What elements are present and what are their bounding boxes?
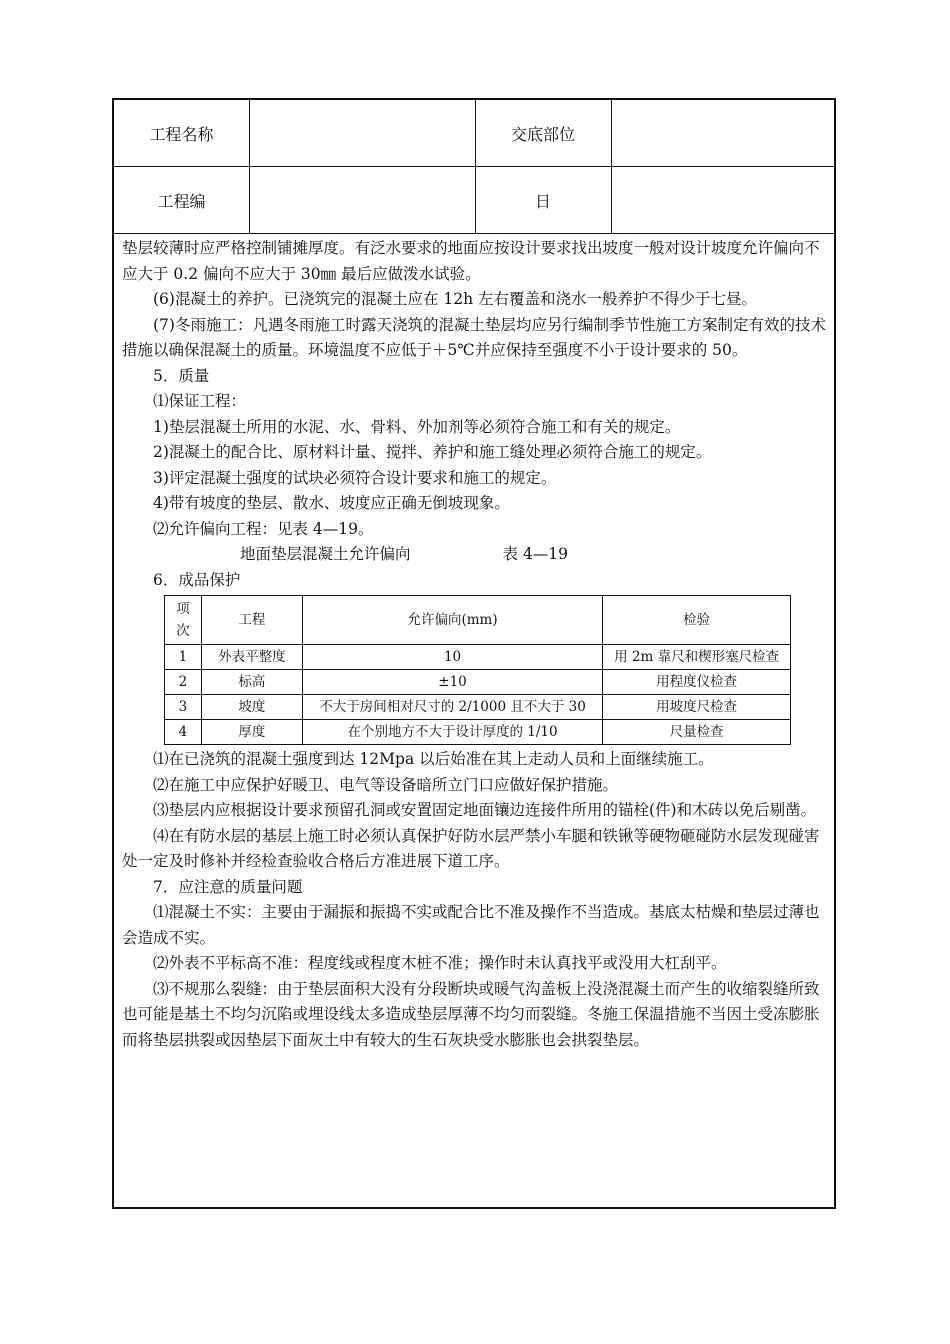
table-cell: 1 xyxy=(165,645,202,670)
paragraph: ⑴保证工程： xyxy=(153,392,247,410)
section-title: 5．质量 xyxy=(153,366,210,385)
table-header-cell: 工程 xyxy=(201,596,302,645)
project-name-label: 工程名称 xyxy=(149,124,214,144)
table-row xyxy=(165,645,791,670)
list-item: 2)混凝土的配合比、原材料计量、搅拌、养护和施工缝处理必须符合施工的规定。 xyxy=(153,443,712,461)
header-row-2 xyxy=(114,167,834,234)
disclosure-part-label: 交底部位 xyxy=(510,124,575,144)
list-item: 3)评定混凝土强度的试块必须符合设计要求和施工的规定。 xyxy=(153,468,557,487)
section-title: 7．应注意的质量问题 xyxy=(153,877,303,896)
paragraph: 垫层较薄时应严格控制铺摊厚度。有泛水要求的地面应按设计要求找出坡度一般对设计坡度允许偏向不应大于 0.2 偏向不应大于 30㎜ 最后应做泼水试验。 xyxy=(122,239,820,283)
paragraph: ⑶不规那么裂缝：由于垫层面积大没有分段断块或暖气沟盖板上没浇混凝土而产生的收缩裂缝所致也可能是基土不均匀沉陷或埋设线太多造成垫层厚薄不均匀而裂缝。冬施工保温措施不当因土受冻膨胀而将垫层拱裂或因垫层下面灰土中有较大的生石灰块受水膨胀也会拱裂垫层。 xyxy=(122,979,820,1049)
paragraph: ⑴在已浇筑的混凝土强度到达 12Mpa 以后始准在其上走动人员和上面继续施工。 xyxy=(153,750,714,768)
table-caption-text: 地面垫层混凝土允许偏向 xyxy=(240,545,411,563)
table-cell: 不大于房间相对尺寸的 2/1000 且不大于 30 xyxy=(302,695,603,720)
paragraph: ⑷在有防水层的基层上施工时必须认真保护好防水层严禁小车腿和铁锹等硬物砸碰防水层发现碰害处一定及时修补并经检查验收合格后方准进展下道工序。 xyxy=(122,826,820,870)
list-item: 4)带有坡度的垫层、散水、坡度应正确无倒坡现象。 xyxy=(153,494,510,512)
section-title: 6．成品保护 xyxy=(153,570,241,589)
paragraph: ⑴混凝土不实：主要由于漏振和振捣不实或配合比不准及操作不当造成。基底太枯燥和垫层过薄也会造成不实。 xyxy=(122,903,820,947)
table-cell: 用坡度尺检查 xyxy=(603,695,791,720)
disclosure-content xyxy=(122,236,830,1053)
header-row-1 xyxy=(114,100,834,167)
table-row xyxy=(165,720,791,745)
table-cell: 在个别地方不大于设计厚度的 1/10 xyxy=(302,720,603,745)
table-header-cell: 项次 xyxy=(165,596,202,645)
project-name-value[interactable] xyxy=(249,100,475,166)
paragraph: ⑵允许偏向工程：见表 4—19。 xyxy=(153,519,374,538)
divider xyxy=(249,100,250,234)
table-cell: 尺量检查 xyxy=(603,720,791,745)
table-row xyxy=(165,695,791,720)
divider xyxy=(475,100,476,234)
project-no-label: 工程编 xyxy=(157,191,206,211)
paragraph: ⑵外表不平标高不准：程度线或程度木桩不准；操作时未认真找平或没用大杠刮平。 xyxy=(153,954,727,972)
table-cell: 标高 xyxy=(201,670,302,695)
table-cell: 用程度仪检查 xyxy=(603,670,791,695)
disclosure-part-value[interactable] xyxy=(611,100,836,166)
table-cell: 外表平整度 xyxy=(201,645,302,670)
table-cell: 10 xyxy=(302,645,603,670)
table-cell: 4 xyxy=(165,720,202,745)
paragraph: ⑶垫层内应根据设计要求预留孔洞或安置固定地面镶边连接件所用的锚栓(件)和木砖以免后剔凿。 xyxy=(153,801,817,819)
deviation-table xyxy=(164,595,791,745)
paragraph: (7)冬雨施工：凡遇冬雨施工时露天浇筑的混凝土垫层均应另行编制季节性施工方案制定有效的技术措施以确保混凝土的质量。环境温度不应低于＋5℃并应保持至强度不小于设计要求的 50。 xyxy=(122,315,826,359)
table-header-cell: 允许偏向(mm) xyxy=(302,596,603,645)
table-caption xyxy=(122,542,830,568)
table-cell: 坡度 xyxy=(201,695,302,720)
table-cell: 2 xyxy=(165,670,202,695)
date-label: 日 xyxy=(534,191,551,211)
table-cell: 用 2m 靠尺和楔形塞尺检查 xyxy=(603,645,791,670)
table-header-row xyxy=(165,596,791,645)
table-header-cell: 检验 xyxy=(603,596,791,645)
table-row xyxy=(165,670,791,695)
table-number: 表 4—19 xyxy=(502,545,569,563)
paragraph: (6)混凝土的养护。已浇筑完的混凝土应在 12h 左右覆盖和浇水一般养护不得少于七昼。 xyxy=(153,290,758,308)
list-item: 1)垫层混凝土所用的水泥、水、骨料、外加剂等必须符合施工和有关的规定。 xyxy=(153,417,681,436)
divider xyxy=(611,100,612,234)
paragraph: ⑵在施工中应保护好暖卫、电气等设备暗所立门口应做好保护措施。 xyxy=(153,775,619,794)
table-cell: 3 xyxy=(165,695,202,720)
project-no-value[interactable] xyxy=(249,167,475,233)
disclosure-form xyxy=(112,98,836,1209)
table-cell: 厚度 xyxy=(201,720,302,745)
table-cell: ±10 xyxy=(302,670,603,695)
date-value[interactable] xyxy=(611,167,836,233)
